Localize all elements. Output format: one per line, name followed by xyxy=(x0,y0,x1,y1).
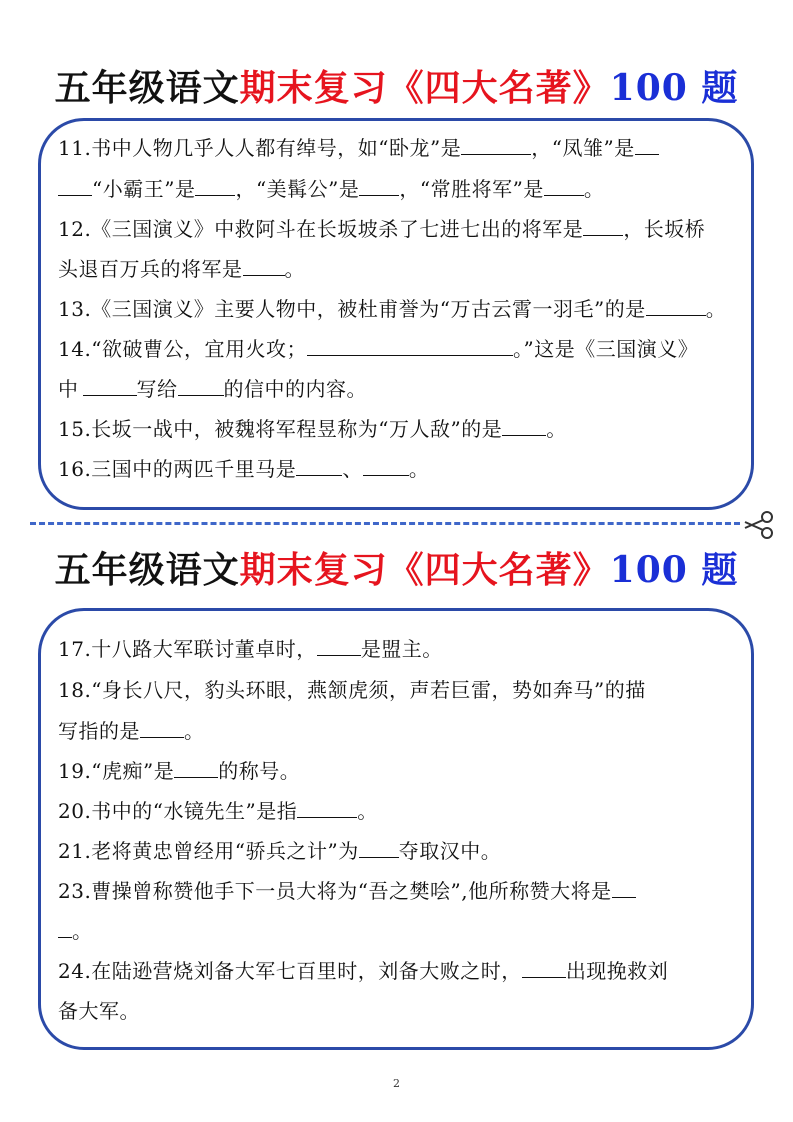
question-20: 20.书中的“水镜先生”是指 。 xyxy=(58,799,378,823)
question-14-cont: 中 写给 的信中的内容。 xyxy=(58,377,367,401)
question-15: 15.长坂一战中，被魏将军程昱称为“万人敌”的是 。 xyxy=(58,417,567,441)
answer-blank[interactable] xyxy=(635,134,659,155)
question-17: 17.十八路大军联讨董卓时， 是盟主。 xyxy=(58,637,443,661)
question-23-cont: 。 xyxy=(58,916,93,946)
scissors-icon xyxy=(742,508,776,542)
cut-line xyxy=(30,522,740,525)
answer-blank[interactable] xyxy=(178,375,224,396)
answer-blank[interactable] xyxy=(140,717,184,738)
answer-blank[interactable] xyxy=(583,215,623,236)
question-12-cont: 头退百万兵的将军是 。 xyxy=(58,257,305,281)
answer-blank[interactable] xyxy=(174,757,218,778)
answer-blank[interactable] xyxy=(58,175,92,196)
question-11-cont: “小霸王”是 ，“美髯公”是 ，“常胜将军”是 。 xyxy=(58,174,604,204)
question-24-cont: 备大军。 xyxy=(58,999,140,1023)
answer-blank[interactable] xyxy=(83,375,137,396)
question-23: 23.曹操曾称赞他手下一员大将为“吾之樊哙”,他所称赞大将是 xyxy=(58,876,636,906)
answer-blank[interactable] xyxy=(646,295,706,316)
title-grade-label: 五年级语文 xyxy=(54,549,240,591)
answer-blank[interactable] xyxy=(58,917,72,938)
title-review-label: 期末复习《四大名著》 xyxy=(239,549,610,591)
question-19: 19.“虎痴”是 的称号。 xyxy=(58,759,301,783)
answer-blank[interactable] xyxy=(502,415,546,436)
answer-blank[interactable] xyxy=(461,134,531,155)
answer-blank[interactable] xyxy=(359,175,399,196)
answer-blank[interactable] xyxy=(243,255,285,276)
answer-blank[interactable] xyxy=(317,635,361,656)
answer-blank[interactable] xyxy=(544,175,584,196)
page-title-1 xyxy=(0,66,793,110)
page-number: 2 xyxy=(393,1077,400,1090)
answer-blank[interactable] xyxy=(307,335,513,356)
answer-blank[interactable] xyxy=(297,797,357,818)
question-18-cont: 写指的是 。 xyxy=(58,719,205,743)
title-count-label: 100 题 xyxy=(609,549,739,591)
page-title-2 xyxy=(0,548,793,592)
title-review-label: 期末复习《四大名著》 xyxy=(239,67,610,109)
question-14: 14.“欲破曹公，宜用火攻； 。”这是《三国演义》 xyxy=(58,337,699,361)
answer-blank[interactable] xyxy=(612,877,636,898)
answer-blank[interactable] xyxy=(522,957,566,978)
question-18: 18.“身长八尺，豹头环眼，燕颔虎须，声若巨雷，势如奔马”的描 xyxy=(58,678,646,702)
answer-blank[interactable] xyxy=(296,455,342,476)
question-13: 13.《三国演义》主要人物中，被杜甫誉为“万古云霄一羽毛”的是 。 xyxy=(58,297,727,321)
question-12: 12.《三国演义》中救阿斗在长坂坡杀了七进七出的将军是 ，长坂桥 xyxy=(58,217,706,241)
answer-blank[interactable] xyxy=(363,455,409,476)
question-24: 24.在陆逊营烧刘备大军七百里时，刘备大败之时， 出现挽救刘 xyxy=(58,959,669,983)
title-grade-label: 五年级语文 xyxy=(54,67,240,109)
question-21: 21.老将黄忠曾经用“骄兵之计”为 夺取汉中。 xyxy=(58,839,502,863)
question-11: 11.书中人物几乎人人都有绰号，如“卧龙”是 ，“凤雏”是 xyxy=(58,133,659,163)
question-16: 16.三国中的两匹千里马是 、 。 xyxy=(58,457,430,481)
answer-blank[interactable] xyxy=(359,837,399,858)
title-count-label: 100 题 xyxy=(609,67,739,109)
answer-blank[interactable] xyxy=(195,175,235,196)
